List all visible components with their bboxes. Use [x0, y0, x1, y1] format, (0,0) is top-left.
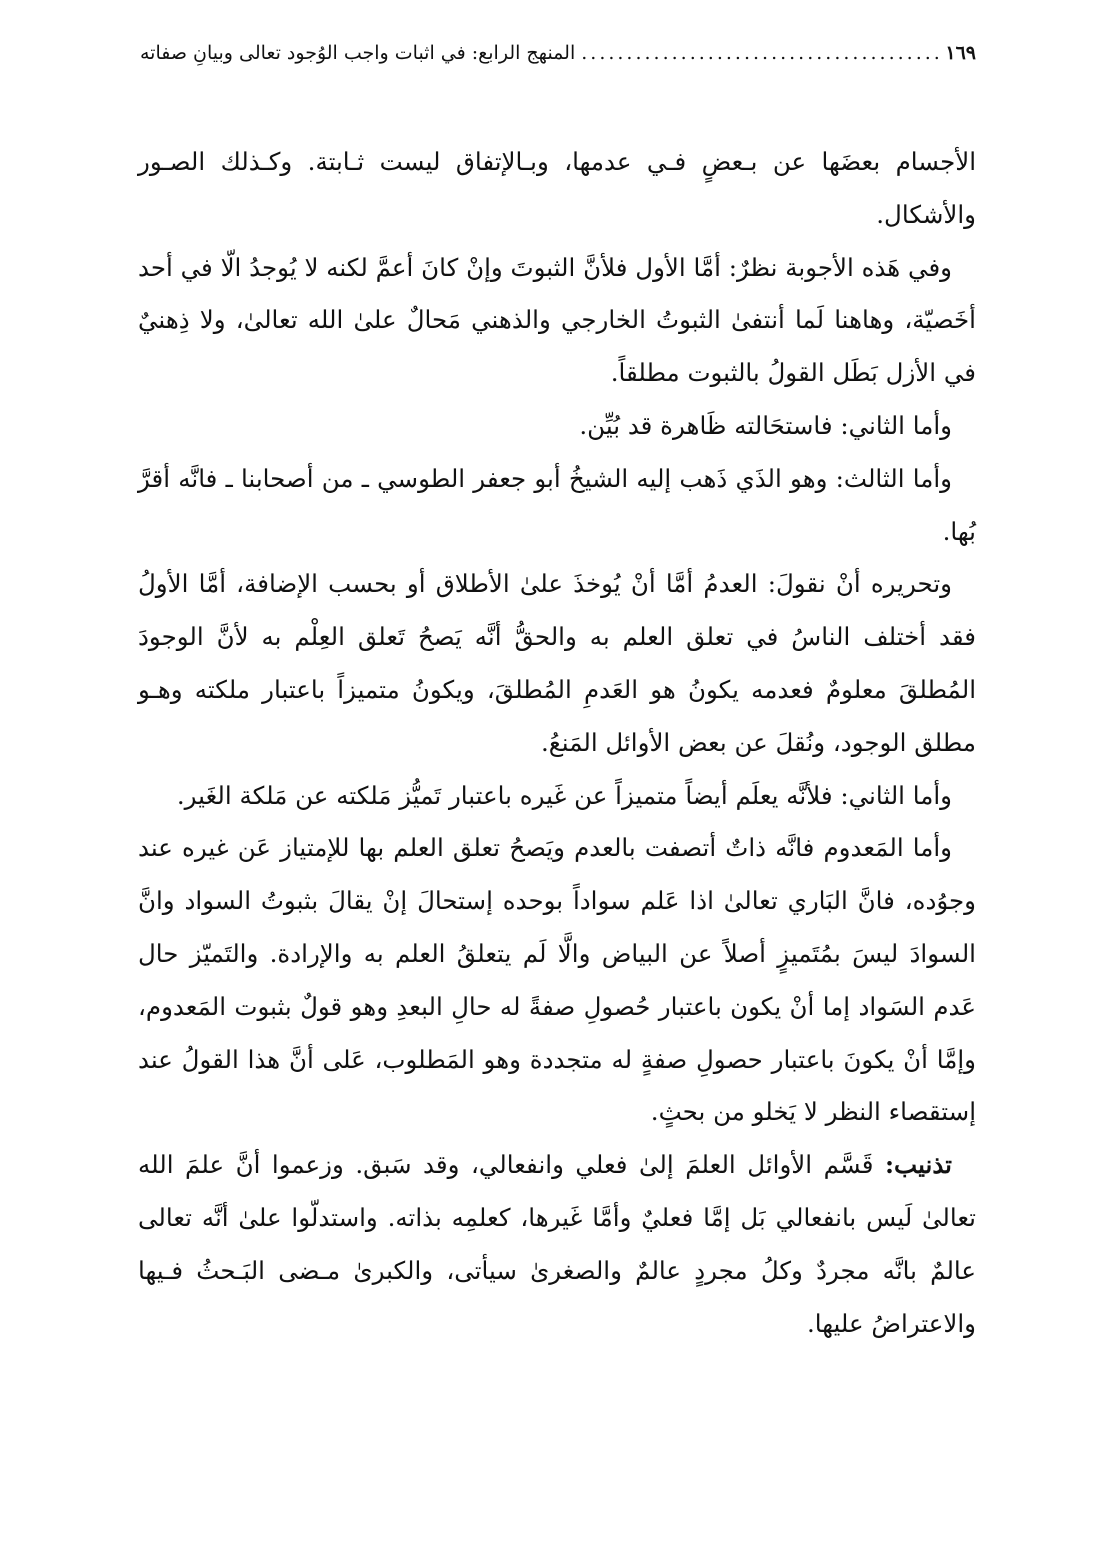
header-title: المنهج الرابع: في اثبات واجب الوُجود تعالى وبيانِ صفاته — [140, 42, 576, 64]
paragraph-text: الأجسام بعضَها عن بـعضٍ فـي عدمها، وبـالإتفاق ليست ثـابتة. وكـذلك الصـور والأشكال. — [138, 147, 976, 229]
paragraph-text: وتحريره أنْ نقولَ: العدمُ أمَّا أنْ يُوخذَ علىٰ الأطلاق أو بحسب الإضافة، أمَّا الأولُ فقد أختلف الناسُ في تعلق العلم به والحقُّ أنَّه يَصحُ تَعلق العِلْم به لأنَّ الوجودَ المُطلقَ معلومٌ فعدمه يكونُ هو العَدمِ المُطلقَ، ويكونُ متميزاً باعتبار ملكته وهـو مطلق الوجود، ونُقلَ عن بعض الأوائل المَنعُ. — [138, 569, 976, 757]
paragraph-8 — [138, 1139, 976, 1350]
paragraph-text: وأما المَعدوم فانَّه ذاتٌ أتصفت بالعدم ويَصحُ تعلق العلم بها للإمتياز عَن غيره عند وجوُده، فانَّ البَاري تعالىٰ اذا عَلم سواداً بوحده إستحالَ إنْ يقالَ بثبوتُ السواد وانَّ السوادَ ليسَ بمُتَميزٍ أصلاً عن البياض والَّا لَم يتعلقُ العلم به والإرادة. والتَميّز حال عَدم السَواد إما أنْ يكون باعتبار حُصولِ صفةً له حالِ البعدِ وهو قولٌ بثبوت المَعدوم، وإمَّا أنْ يكونَ باعتبار حصولِ صفةٍ له متجددة وهو المَطلوب، عَلى أنَّ هذا القولُ عند إستقصاء النظر لا يَخلو من بحثٍ. — [138, 833, 976, 1127]
paragraph-3 — [138, 400, 976, 453]
paragraph-text: وأما الثاني: فاستحَالته ظَاهرة قد بُيِّن. — [579, 410, 952, 440]
running-header — [140, 42, 976, 64]
paragraph-7 — [138, 822, 976, 1139]
paragraph-1 — [138, 136, 976, 242]
paragraph-5 — [138, 558, 976, 769]
paragraph-text: وأما الثاني: فلأنَّه يعلَم أيضاً متميزاً عن غَيره باعتبار تَميُّز مَلكته عن مَلكة الغَير. — [176, 780, 952, 810]
paragraph-text: وأما الثالث: وهو الذَي ذَهب إليه الشيخُ أبو جعفر الطوسي ـ من أصحابنا ـ فانَّه أقرَّ بُها. — [138, 463, 976, 546]
body-text — [138, 136, 976, 1350]
paragraph-2 — [138, 242, 976, 400]
header-leader-dots — [581, 42, 939, 64]
paragraph-lead: تذنيب: — [885, 1150, 952, 1180]
page-number: ١٦٩ — [945, 42, 976, 64]
paragraph-4 — [138, 453, 976, 559]
paragraph-text: وفي هَذه الأجوبة نظرٌ: أمَّا الأول فلأنَّ الثبوتَ وإنْ كانَ أعمَّ لكنه لا يُوجدُ الّا في أحد أخَصيّة، وهاهنا لَما أنتفىٰ الثبوتُ الخارجي والذهني مَحالٌ علىٰ الله تعالىٰ، ولا ذِهنيٌ في الأزل بَطَل القولُ بالثبوت مطلقاً. — [138, 252, 976, 388]
paragraph-text: قَسَّم الأوائل العلمَ إلىٰ فعلي وانفعالي، وقد سَبق. وزعموا أنَّ علمَ الله تعالىٰ لَيس بانفعالي بَل إمَّا فعليٌ وأمَّا غَيرها، كعلمِه بذاته. واستدلّوا علىٰ أنَّه تعالى عالمٌ بانَّه مجردٌ وكلُ مجردٍ عالمٌ والصغرىٰ سيأتى، والكبرىٰ مـضى البَـحثُ فـيها والاعتراضُ عليها. — [138, 1150, 976, 1338]
paragraph-6 — [138, 770, 976, 823]
